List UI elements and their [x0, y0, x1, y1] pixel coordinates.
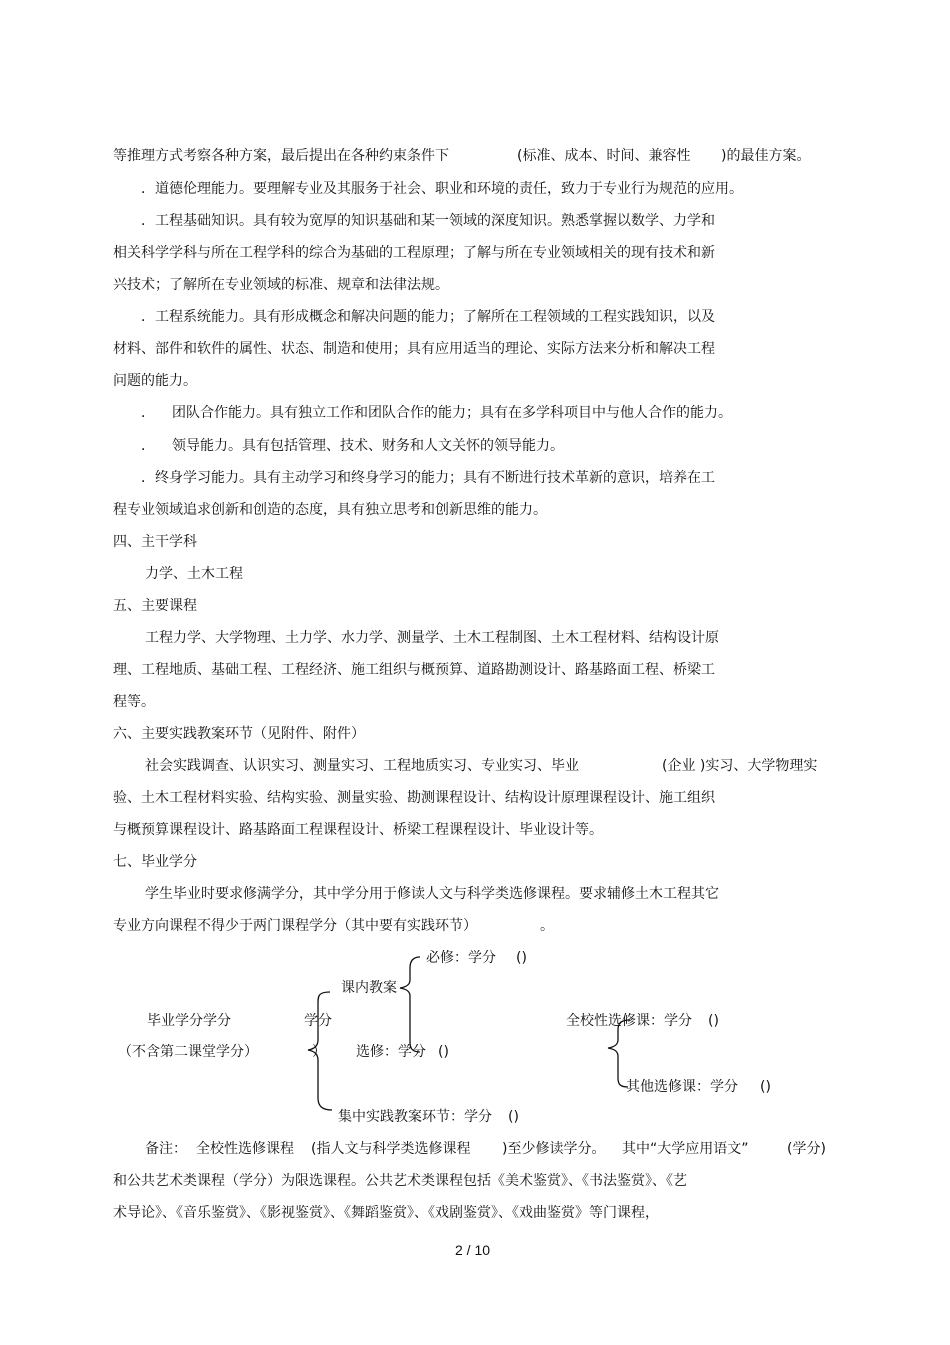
text-line: 理、工程地质、基础工程、工程经济、施工组织与概预算、道路勘测设计、路基路面工程、桥梁工 — [113, 662, 715, 678]
text-line: 其中“大学应用语文” — [622, 1141, 749, 1157]
other-elective-paren: () — [760, 1079, 771, 1095]
text-line: 工程力学、大学物理、土力学、水力学、测量学、土木工程制图、土木工程材料、结构设计原 — [145, 630, 719, 646]
text-line: 程等。 — [113, 694, 155, 710]
section-heading: 六、主要实践教案环节（见附件、附件） — [113, 726, 365, 742]
text-line: ．道德伦理能力。要理解专业及其服务于社会、职业和环境的责任，致力于专业行为规范的应用。 — [141, 181, 743, 197]
practice-credit-label: 集中实践教案环节：学分 — [338, 1109, 492, 1125]
text-line: 学生毕业时要求修满学分，其中学分用于修读人文与科学类选修课程。要求辅修土木工程其它 — [145, 886, 719, 902]
text-line: ．工程基础知识。具有较为宽厚的知识基础和某一领域的深度知识。熟悉掌握以数学、力学和 — [141, 213, 715, 229]
campus-elective-paren: () — [708, 1013, 719, 1029]
text-line: 问题的能力。 — [113, 373, 197, 389]
text-line: 社会实践调查、认识实习、测量实习、工程地质实习、专业实习、毕业 — [145, 758, 579, 774]
text-line: 专业方向课程不得少于两门课程学分（其中要有实践环节） — [113, 918, 477, 934]
text-line: 领导能力。具有包括管理、技术、财务和人文关怀的领导能力。 — [172, 438, 564, 454]
text-line: 力学、土木工程 — [145, 566, 243, 582]
elective-credit-paren: () — [438, 1044, 449, 1060]
text-line: 相关科学学科与所在工程学科的综合为基础的工程原理；了解与所在专业领域相关的现有技术和新 — [113, 245, 715, 261]
root-credit-note: （不含第二课堂学分） — [118, 1044, 258, 1060]
text-line: 团队合作能力。具有独立工作和团队合作的能力；具有在多学科项目中与他人合作的能力。 — [172, 405, 732, 421]
other-elective-label: 其他选修课：学分 — [626, 1079, 738, 1095]
text-line: 全校性选修课程 — [196, 1141, 294, 1157]
text-line: ． — [141, 405, 155, 421]
section-heading: 七、毕业学分 — [113, 854, 197, 870]
text-line: ． — [141, 438, 155, 454]
text-line: (企业 )实习、大学物理实 — [662, 758, 818, 774]
page-number: 2 / 10 — [455, 1242, 491, 1258]
root-credit-paren: ） — [312, 1044, 326, 1060]
text-line: 和公共艺术类课程（学分）为限选课程。公共艺术类课程包括《美术鉴赏》、《书法鉴赏》、《艺 — [113, 1173, 687, 1189]
text-line: 等推理方式考察各种方案，最后提出在各种约束条件下 — [113, 148, 449, 164]
text-line: 验、土木工程材料实验、结构实验、测量实验、勘测课程设计、结构设计原理课程设计、施工组织 — [113, 790, 715, 806]
brace-elective — [608, 1020, 630, 1087]
required-credit-label: 必修：学分 — [426, 950, 496, 966]
text-line: (标准、成本、时间、兼容性 — [517, 148, 691, 164]
text-line: 术导论》、《音乐鉴赏》、《影视鉴赏》、《舞蹈鉴赏》、《戏剧鉴赏》、《戏曲鉴赏》等门课程， — [113, 1205, 659, 1221]
required-credit-paren: () — [516, 950, 527, 966]
elective-credit-label: 选修：学分 — [356, 1044, 426, 1060]
text-line: ．工程系统能力。具有形成概念和解决问题的能力；了解所在工程领域的工程实践知识，以及 — [141, 309, 715, 325]
text-line: 兴技术；了解所在专业领域的标准、规章和法律法规。 — [113, 277, 449, 293]
campus-elective-label: 全校性选修课：学分 — [566, 1013, 692, 1029]
root-credit-unit: 学分 — [304, 1013, 332, 1029]
text-line: )至少修读学分。 — [502, 1141, 606, 1157]
text-line: (指人文与科学类选修课程 — [311, 1141, 471, 1157]
text-line: 与概预算课程设计、路基路面工程课程设计、桥梁工程课程设计、毕业设计等。 — [113, 822, 603, 838]
text-line: )的最佳方案。 — [721, 148, 811, 164]
text-line: ．终身学习能力。具有主动学习和终身学习的能力；具有不断进行技术革新的意识，培养在工 — [141, 470, 715, 486]
note-label: 备注： — [145, 1141, 187, 1157]
text-line: 材料、部件和软件的属性、状态、制造和使用；具有应用适当的理论、实际方法来分析和解决工程 — [113, 341, 715, 357]
section-heading: 五、主要课程 — [113, 598, 197, 614]
in-class-label: 课内教案 — [341, 980, 397, 996]
root-credit-label: 毕业学分学分 — [147, 1013, 231, 1029]
section-heading: 四、主干学科 — [113, 534, 197, 550]
text-line: 。 — [540, 918, 554, 934]
practice-credit-paren: () — [508, 1109, 519, 1125]
text-line: (学分) — [787, 1141, 826, 1157]
text-line: 程专业领域追求创新和创造的态度，具有独立思考和创新思维的能力。 — [113, 502, 547, 518]
brace-in-class — [400, 957, 420, 1052]
